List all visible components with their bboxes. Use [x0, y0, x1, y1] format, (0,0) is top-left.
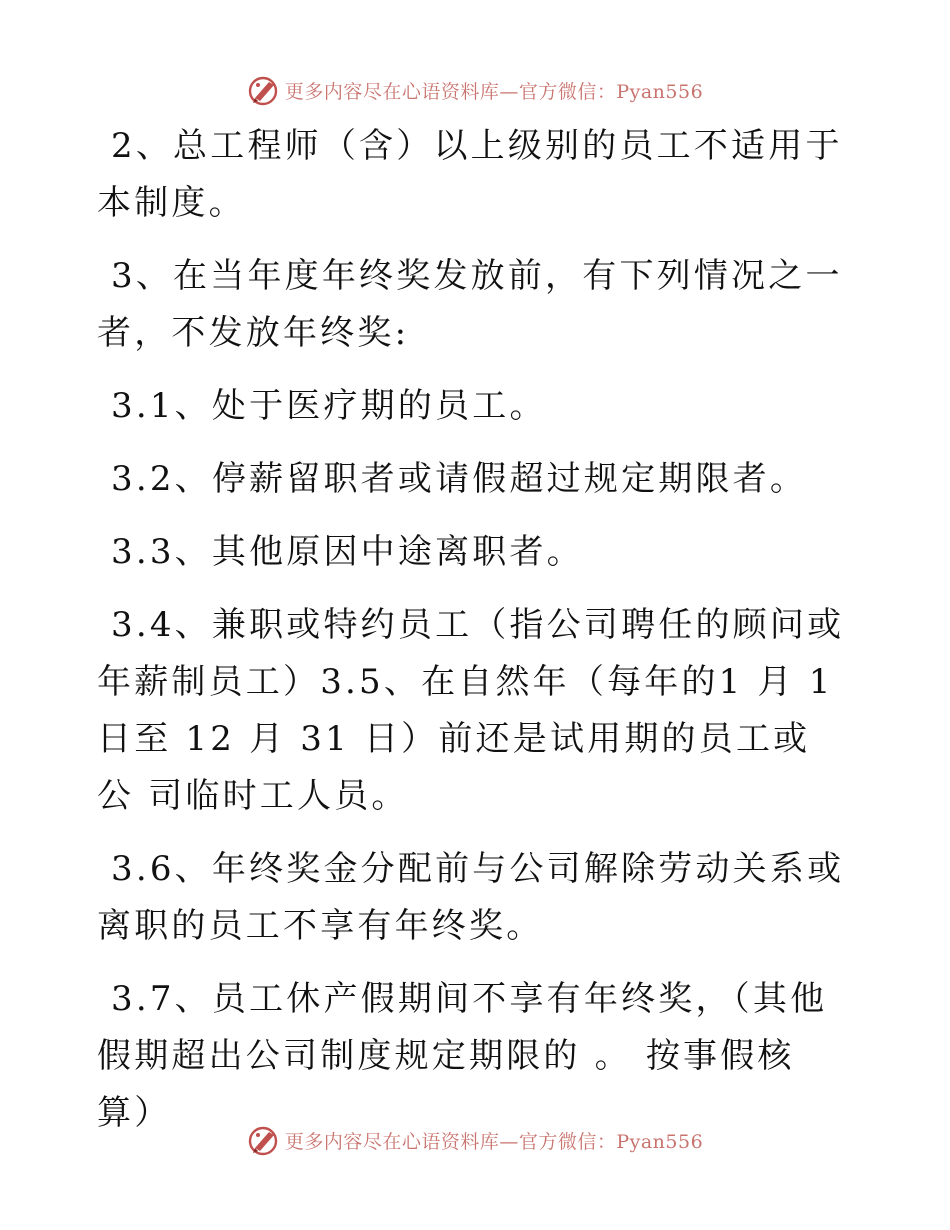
paragraph-3-6: 3.6、年终奖金分配前与公司解除劳动关系或离职的员工不享有年终奖。: [97, 849, 845, 946]
paragraph-3-4: 3.4、兼职或特约员工（指公司聘任的顾问或年薪制员工）3.5、在自然年（每年的1 月 1 日至 12 月 31 日）前还是试用期的员工或公 司临时工人员。: [97, 605, 848, 816]
paragraph-3: 3、在当年度年终奖发放前，有下列情况之一者，不发放年终奖:: [97, 256, 843, 353]
watermark-text: 更多内容尽在心语资料库—官方微信：Pyan556: [284, 1130, 704, 1153]
paragraph-3-2: 3.2、停薪留职者或请假超过规定期限者。: [97, 459, 808, 499]
document-body: [97, 118, 847, 1158]
paragraph-3-7: 3.7、员工休产假期间不享有年终奖，（其他假期超出公司制度规定期限的 。 按事假核算）: [97, 979, 828, 1133]
footer-watermark: [0, 1120, 950, 1160]
pen-logo-icon: [247, 1123, 281, 1157]
paragraph-3-3: 3.3、其他原因中途离职者。: [97, 532, 584, 572]
header-watermark: [0, 70, 950, 110]
paragraph-2: 2、总工程师（含）以上级别的员工不适用于本制度。: [97, 126, 843, 223]
watermark-text: 更多内容尽在心语资料库—官方微信：Pyan556: [284, 80, 704, 103]
pen-logo-icon: [247, 73, 281, 107]
paragraph-3-1: 3.1、处于医疗期的员工。: [97, 386, 547, 426]
